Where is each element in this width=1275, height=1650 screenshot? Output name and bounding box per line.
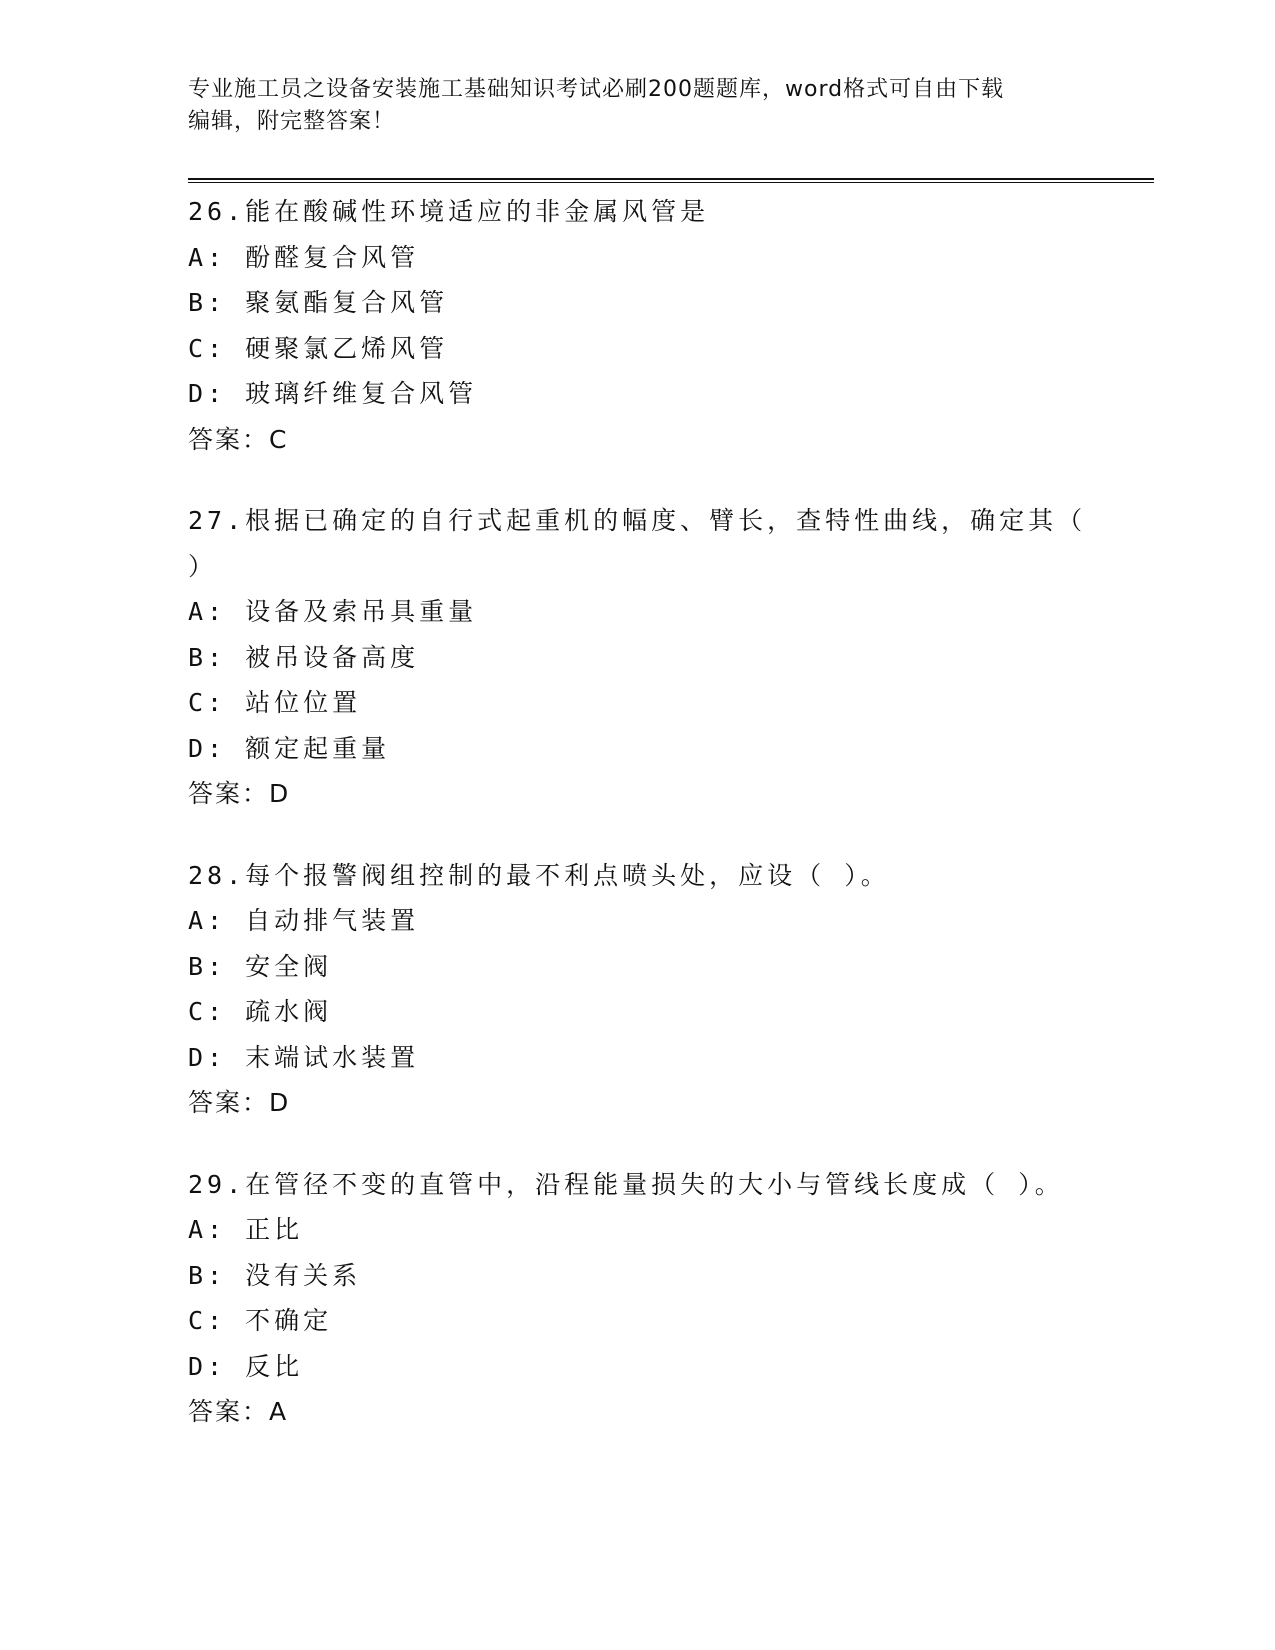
option-c: C: 不确定 [188,1306,333,1335]
question-26 [188,189,1088,462]
question-title: 26.能在酸碱性环境适应的非金属风管是 [188,197,710,226]
option-b: B: 被吊设备高度 [188,642,420,672]
option-b: B: 没有关系 [188,1260,362,1290]
answer: 答案：D [188,779,291,808]
header-line-1: 专业施工员之设备安装施工基础知识考试必刷200题题库，word格式可自由下载 [188,77,1005,102]
document-header [188,74,1068,138]
question-27 [188,498,1088,817]
header-divider [188,178,1154,183]
question-title-continued: ） [188,551,218,581]
question-title: 27.根据已确定的自行式起重机的幅度、臂长，查特性曲线，确定其（ [188,506,1087,535]
option-a: A: 酚醛复合风管 [188,242,420,272]
option-a: A: 正比 [188,1215,304,1244]
option-a: A: 设备及索吊具重量 [188,597,478,626]
question-title: 29.在管径不变的直管中，沿程能量损失的大小与管线长度成（ ）。 [188,1169,1064,1199]
option-b: B: 安全阀 [188,951,333,981]
question-title: 28.每个报警阀组控制的最不利点喷头处，应设（ ）。 [188,860,890,890]
answer: 答案：D [188,1088,291,1117]
option-c: C: 硬聚氯乙烯风管 [188,333,449,363]
option-d: D: 玻璃纤维复合风管 [188,379,478,408]
option-d: D: 额定起重量 [188,733,391,763]
option-d: D: 末端试水装置 [188,1042,420,1072]
option-a: A: 自动排气装置 [188,906,420,935]
option-d: D: 反比 [188,1351,304,1381]
question-list [188,189,1088,1471]
option-b: B: 聚氨酯复合风管 [188,288,449,317]
question-29 [188,1162,1088,1435]
option-c: C: 站位位置 [188,688,362,717]
answer: 答案：C [188,424,289,454]
option-c: C: 疏水阀 [188,997,333,1026]
header-line-2: 编辑，附完整答案！ [188,109,396,134]
question-28 [188,853,1088,1126]
answer: 答案：A [188,1397,289,1426]
